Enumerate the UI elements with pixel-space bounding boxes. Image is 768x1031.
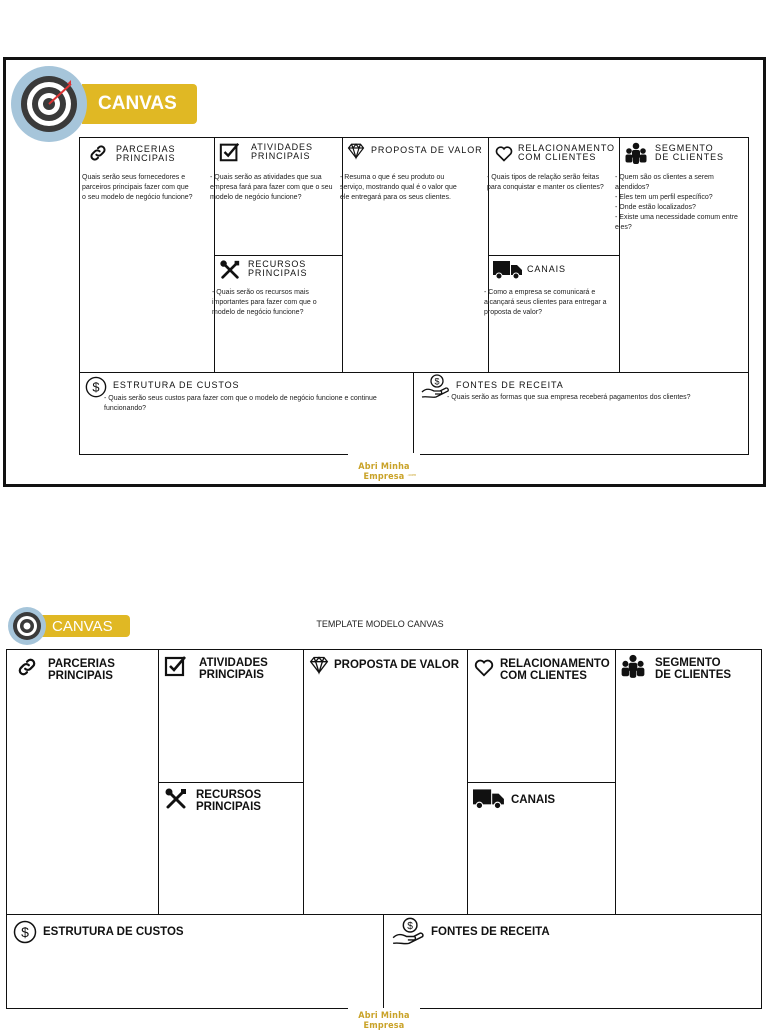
canais-title: CANAIS (511, 794, 556, 806)
parcerias-title-2: PRINCIPAIS (116, 153, 176, 164)
block-segmento-header (624, 141, 724, 165)
segmento-title: SEGMENTO (655, 143, 714, 153)
link-icon (88, 143, 108, 163)
grid-line (488, 255, 620, 256)
template-title: TEMPLATE MODELO CANVAS (316, 619, 444, 629)
segmento-question: - Existe uma necessidade comum entre eles? (615, 214, 738, 231)
custos-title: ESTRUTURA DE CUSTOS (113, 380, 240, 390)
atividades-description: - Quais serão as atividades que sua empresa fará para fazer com que o seu modelo de negócio funcione? (210, 174, 333, 201)
segmento-title-2: DE CLIENTES (655, 669, 732, 682)
relacionamento-title-2: COM CLIENTES (518, 152, 597, 163)
footer-brand-2: Abri Minha Empresa (358, 1011, 410, 1031)
recursos-description-text: Quais serão os recursos mais importantes para fazer com que o modelo de negócio funcione? (212, 289, 317, 316)
heart-icon (473, 656, 495, 678)
tools-icon (219, 259, 241, 281)
template-custos-header (13, 920, 184, 944)
block-canais-header (493, 260, 566, 280)
parcerias-description: Quais serão seus fornecedores e parceiros principais fazer com que o seu modelo de negócio funcione? (82, 174, 193, 201)
recursos-title: RECURSOS (248, 259, 307, 269)
truck-icon (473, 788, 505, 810)
proposta-title: PROPOSTA DE VALOR (334, 659, 460, 671)
custos-title: ESTRUTURA DE CUSTOS (43, 926, 184, 938)
people-icon (620, 653, 646, 679)
proposta-description-text: Resuma o que é seu produto ou serviço, mostrando qual é o valor que ele entregará para os seus clientes. (340, 174, 457, 201)
recursos-title-2: PRINCIPAIS (248, 268, 308, 279)
template-relacionamento-header (473, 656, 610, 682)
link-icon (16, 656, 38, 678)
relacionamento-title-2: COM CLIENTES (500, 670, 587, 683)
dollar-icon (13, 920, 37, 944)
footer-gap (348, 453, 420, 455)
segmento-question: - Quem são os clientes a serem atendidos? (615, 174, 714, 191)
recursos-title-2: PRINCIPAIS (196, 801, 261, 814)
template-parcerias-header (16, 656, 115, 682)
footer-domain: .com (407, 472, 416, 477)
target-logo-icon (11, 66, 87, 142)
receita-title: FONTES DE RECEITA (431, 926, 550, 938)
receita-title: FONTES DE RECEITA (456, 380, 564, 390)
footer-brand: Abri Minha Empresa (358, 462, 410, 482)
recursos-title: RECURSOS (196, 789, 262, 801)
parcerias-title: PARCERIAS (116, 144, 176, 154)
template-recursos-header (164, 787, 261, 813)
diamond-icon (347, 142, 365, 160)
segmento-description (615, 173, 747, 233)
segmento-title-2: DE CLIENTES (655, 152, 724, 163)
target-logo-icon-2 (8, 607, 46, 645)
atividades-title: ATIVIDADES (251, 142, 313, 152)
receita-description: - Quais serão as formas que sua empresa receberá pagamentos dos clientes? (447, 394, 691, 401)
canvas-logo-tab-2 (40, 615, 130, 637)
canvas-logo-text: CANVAS (98, 93, 177, 114)
relacionamento-title: RELACIONAMENTO (518, 143, 615, 153)
money-hand-icon (392, 917, 426, 947)
relacionamento-description: - Quais tipos de relação serão feitas para conquistar e manter os clientes? (487, 174, 604, 191)
grid-line (467, 782, 616, 783)
grid-line (413, 372, 414, 455)
block-parcerias-header (88, 143, 175, 164)
grid-line (79, 372, 749, 373)
canvas-logo-text-2: CANVAS (52, 617, 113, 635)
segmento-question: - Onde estão localizados? (615, 204, 696, 211)
template-proposta-header (309, 655, 459, 675)
relacionamento-title: RELACIONAMENTO (500, 658, 610, 670)
template-canais-header (473, 788, 555, 810)
atividades-title: ATIVIDADES (199, 657, 268, 669)
canvas-grid-2 (6, 649, 762, 1009)
checkbox-icon (164, 654, 188, 678)
people-icon (624, 141, 648, 165)
grid-line (383, 914, 384, 1009)
canais-description: - Como a empresa se comunicará e alcançará seus clientes para entregar a proposta de valor? (484, 289, 607, 316)
relacionamento-description-text: Quais tipos de relação serão feitas para conquistar e manter os clientes? (487, 174, 604, 191)
svg-text:$: $ (407, 921, 413, 933)
canais-title: CANAIS (527, 264, 566, 274)
atividades-description-text: Quais serão as atividades que sua empresa fará para fazer com que o seu modelo de negócio funcione? (210, 174, 333, 201)
svg-text:$: $ (92, 379, 100, 395)
block-relacionamento-header (494, 143, 615, 163)
canvas-logo-tab (82, 84, 197, 124)
svg-text:$: $ (434, 376, 440, 387)
template-atividades-header (164, 654, 268, 681)
proposta-description: - Resuma o que é seu produto ou serviço, mostrando qual é o valor que ele entregará para os seus clientes. (340, 174, 457, 201)
atividades-title-2: PRINCIPAIS (251, 151, 311, 162)
recursos-description: - Quais serão os recursos mais importantes para fazer com que o modelo de negócio funcione? (212, 289, 317, 316)
grid-line (214, 255, 343, 256)
diamond-icon (309, 655, 329, 675)
proposta-title: PROPOSTA DE VALOR (371, 145, 483, 155)
parcerias-title: PARCERIAS (48, 658, 115, 670)
template-segmento-header (620, 653, 731, 681)
svg-text:$: $ (21, 924, 29, 940)
truck-icon (493, 260, 523, 280)
block-recursos-header (219, 259, 307, 281)
block-proposta-header (347, 142, 483, 160)
block-atividades-header (219, 141, 313, 163)
checkbox-icon (219, 141, 241, 163)
segmento-question: - Eles tem um perfil específico? (615, 194, 713, 201)
atividades-title-2: PRINCIPAIS (199, 669, 264, 682)
custos-description: - Quais serão seus custos para fazer com que o modelo de negócio funcione e continue funcionando? (104, 395, 377, 412)
parcerias-title-2: PRINCIPAIS (48, 670, 113, 683)
grid-line (6, 914, 762, 915)
segmento-title: SEGMENTO (655, 657, 721, 669)
receita-description-text: Quais serão as formas que sua empresa receberá pagamentos dos clientes? (451, 394, 691, 401)
footer-gap (348, 1008, 420, 1010)
template-receita-header (392, 917, 550, 947)
heart-icon (494, 143, 514, 163)
grid-line (158, 782, 304, 783)
custos-description-text: Quais serão seus custos para fazer com que o modelo de negócio funcione e continue funcionando? (104, 395, 377, 412)
canais-description-text: Como a empresa se comunicará e alcançará seus clientes para entregar a proposta de valor? (484, 289, 607, 316)
tools-icon (164, 787, 188, 811)
